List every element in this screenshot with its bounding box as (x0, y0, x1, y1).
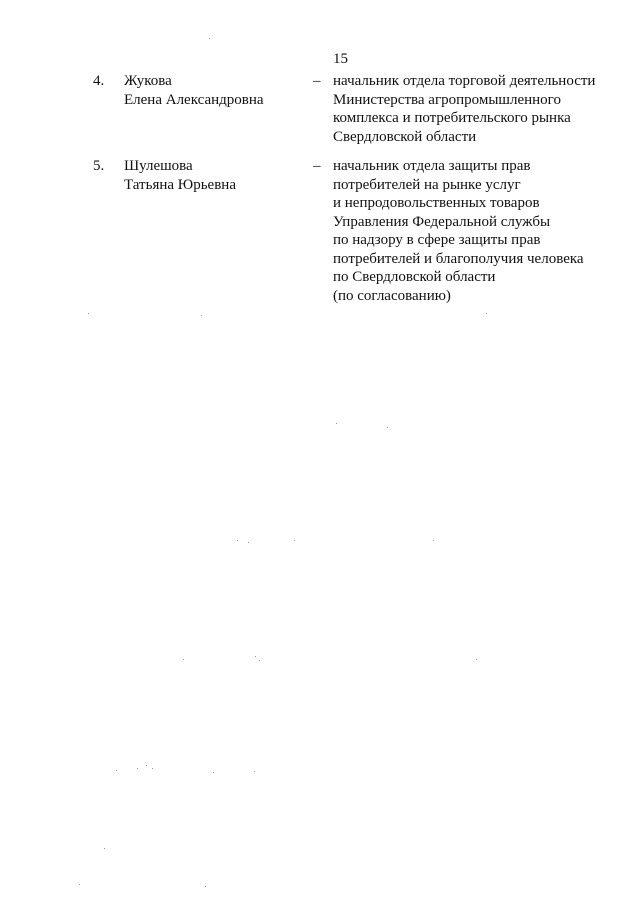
scan-speck (486, 313, 487, 314)
scan-speck (201, 315, 202, 316)
member-position (333, 157, 633, 305)
scan-speck (255, 656, 256, 657)
scan-speck (116, 770, 117, 771)
scan-speck (205, 886, 206, 887)
position-line: начальник отдела защиты прав (333, 158, 531, 174)
position-line: Свердловской области (333, 128, 477, 145)
scan-speck (152, 768, 153, 769)
scan-speck (88, 313, 89, 314)
scan-speck (248, 542, 249, 543)
scan-speck (336, 423, 337, 424)
scan-speck (104, 848, 105, 849)
member-name (124, 72, 304, 109)
member-given-names: Татьяна Юрьевна (124, 176, 236, 193)
scan-speck (146, 765, 147, 766)
separator-dash: – (313, 158, 321, 174)
position-line: комплекса и потребительского рынка (333, 110, 571, 126)
position-line: начальник отдела торговой деятельности (333, 73, 596, 89)
member-surname: Жукова (124, 73, 172, 89)
member-surname: Шулешова (124, 158, 193, 174)
entry-number: 5. (93, 158, 105, 174)
member-name (124, 157, 304, 194)
position-line: по Свердловской области (333, 269, 496, 285)
member-position (333, 72, 633, 146)
page-number: 15 (333, 51, 348, 67)
scan-speck (387, 427, 388, 428)
entry-number: 4. (93, 73, 105, 89)
scan-speck (237, 540, 238, 541)
scan-speck (476, 659, 477, 660)
position-line: потребителей и благополучия человека (333, 250, 584, 267)
scan-speck (209, 38, 210, 39)
scan-speck (137, 768, 138, 769)
position-line: (по согласованию) (333, 287, 451, 304)
position-line: по надзору в сфере защиты прав (333, 232, 541, 248)
scan-speck (183, 659, 184, 660)
scan-speck (254, 771, 255, 772)
scan-speck (433, 540, 434, 541)
scan-speck (79, 884, 80, 885)
position-line: Министерства агропромышленного (333, 91, 561, 108)
position-line: и непродовольственных товаров (333, 195, 540, 211)
position-line: потребителей на рынке услуг (333, 176, 521, 193)
member-given-names: Елена Александровна (124, 91, 264, 108)
separator-dash: – (313, 73, 321, 89)
scan-speck (259, 660, 260, 661)
scan-speck (294, 540, 295, 541)
scan-speck (213, 772, 214, 773)
position-line: Управления Федеральной службы (333, 213, 551, 230)
